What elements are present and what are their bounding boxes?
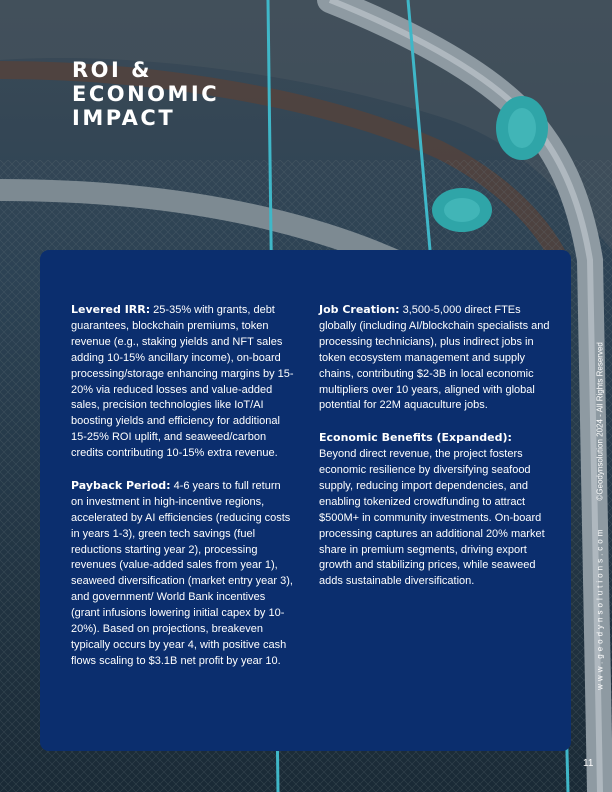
title-line-3: IMPACT (72, 106, 176, 130)
levered-irr-heading: Levered IRR: (71, 303, 151, 316)
economic-benefits-text: Beyond direct revenue, the project fosters economic resilience by diversifying seafood supply, reducing import dependencies, and enabling tokenized crowdfunding to attract $500M+ in community investments. On-board processing captures an additional 20% market share in premium segments, driving export growth and stabilizing prices, while seaweed adds sustainable diversification. (319, 448, 545, 588)
levered-irr-paragraph (71, 302, 295, 462)
website-link[interactable]: www.geodynsolutions.com (595, 526, 605, 690)
left-column (71, 302, 295, 686)
page-title (72, 58, 219, 130)
right-column (319, 302, 551, 606)
payback-period-heading: Payback Period: (71, 478, 171, 492)
economic-benefits-heading: Economic Benefits (Expanded): (319, 431, 512, 445)
job-creation-paragraph (319, 302, 551, 414)
page-number: 11 (583, 758, 594, 769)
job-creation-text: 3,500-5,000 direct FTEs globally (including AI/blockchain specialists and processing technicians), plus indirect jobs in token ecosystem management and supply chains, contributing $2-3B in local economic multipliers over 10 years, aligned with global potential for 22M aquaculture jobs. (319, 304, 550, 412)
economic-benefits-paragraph (319, 430, 551, 590)
payback-period-text: 4-6 years to full return on investment in high-incentive regions, accelerated by AI efficiencies (reducing costs in years 1-3), green tech savings (fuel reductions starting year 2), processing revenues (value-added sales from year 1), seaweed diversification (market entry year 3), and government/ World Bank incentives (grant infusions lowering initial capex by 10-20%). Based on projections, breakeven typically occurs by year 4, with positive cash flows scaling to $3.1B net profit by year 10. (71, 479, 293, 667)
copyright-notice: ©Geodynsolution 2024 - All Rights Reserved (595, 342, 605, 501)
job-creation-heading: Job Creation: (319, 303, 400, 316)
side-footer (596, 342, 605, 690)
content-panel (40, 250, 571, 751)
payback-period-paragraph (71, 478, 295, 670)
levered-irr-text: 25-35% with grants, debt guarantees, blockchain premiums, token revenue (e.g., staking yields and NFT sales adding 10-15% ancillary income), on-board processing/storage enhancing margins by 15-20% via reduced losses and value-added sales, precision technologies like IoT/AI boosting yields and efficiency for additional 15-25% ROI uplift, and seaweed/carbon credits contributing 10-15% extra revenue. (71, 304, 294, 460)
title-line-1: ROI & (72, 58, 152, 82)
title-line-2: ECONOMIC (72, 82, 220, 106)
